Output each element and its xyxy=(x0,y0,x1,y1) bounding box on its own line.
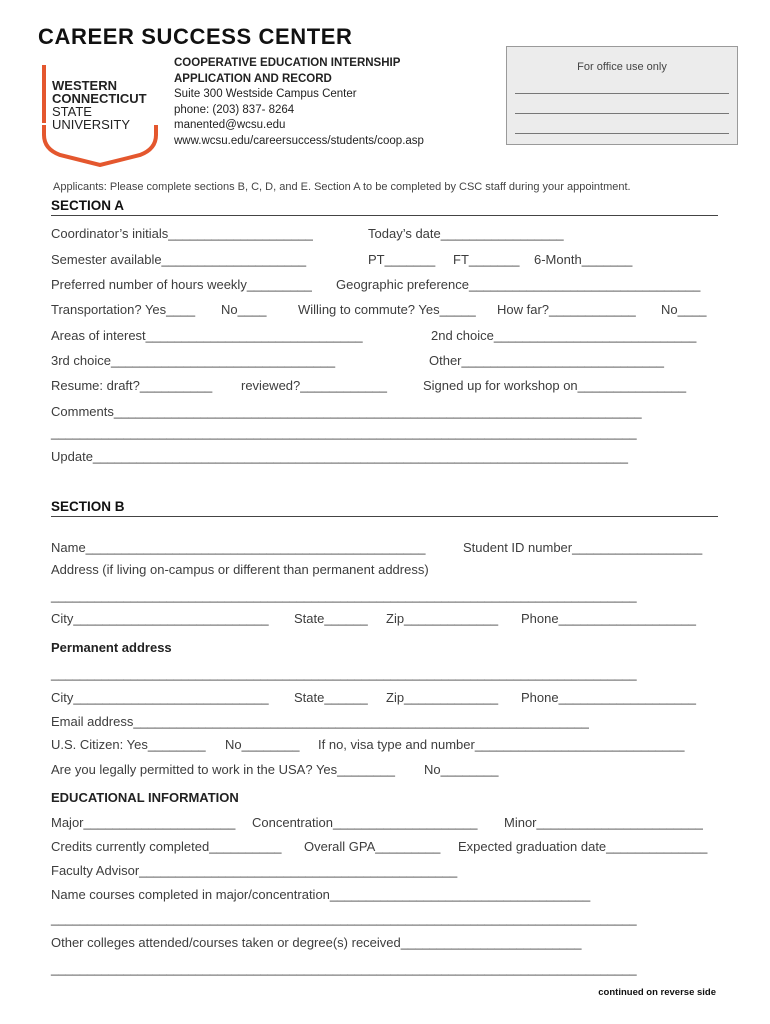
state-field[interactable]: State______ xyxy=(294,611,368,626)
work-permitted-yes-field[interactable]: Are you legally permitted to work in the USA? Yes________ xyxy=(51,762,395,777)
educational-info-heading: EDUCATIONAL INFORMATION xyxy=(51,790,239,805)
permanent-city-field[interactable]: City___________________________ xyxy=(51,690,269,705)
commute-yes-field[interactable]: Willing to commute? Yes_____ xyxy=(298,302,476,317)
page-title: CAREER SUCCESS CENTER xyxy=(38,24,353,49)
comments-line-2[interactable]: _________________________________________________________________________________ xyxy=(51,425,637,440)
concentration-field[interactable]: Concentration____________________ xyxy=(252,815,478,830)
office-line xyxy=(515,93,729,94)
transportation-no-field[interactable]: No____ xyxy=(221,302,267,317)
phone-field[interactable]: Phone___________________ xyxy=(521,611,696,626)
instructions: Applicants: Please complete sections B, C, D, and E. Section A to be completed by CSC staff during your appointment. xyxy=(53,181,631,193)
hours-weekly-field[interactable]: Preferred number of hours weekly_________ xyxy=(51,277,312,292)
how-far-field[interactable]: How far?____________ xyxy=(497,302,636,317)
permanent-zip-field[interactable]: Zip_____________ xyxy=(386,690,499,705)
section-b-heading: SECTION B xyxy=(51,499,125,514)
section-a-heading: SECTION A xyxy=(51,198,125,213)
resume-reviewed-field[interactable]: reviewed?____________ xyxy=(241,378,388,393)
resume-draft-field[interactable]: Resume: draft?__________ xyxy=(51,378,213,393)
update-field[interactable]: Update__________________________________________________________________________ xyxy=(51,449,628,464)
office-line xyxy=(515,133,729,134)
six-month-field[interactable]: 6-Month_______ xyxy=(534,252,633,267)
section-b-rule xyxy=(51,516,718,517)
zip-field[interactable]: Zip_____________ xyxy=(386,611,499,626)
citizen-yes-field[interactable]: U.S. Citizen: Yes________ xyxy=(51,737,206,752)
name-field[interactable]: Name_______________________________________________ xyxy=(51,540,426,555)
permanent-address-heading: Permanent address xyxy=(51,640,172,655)
student-id-field[interactable]: Student ID number__________________ xyxy=(463,540,703,555)
university-logo xyxy=(42,63,158,167)
office-use-box xyxy=(506,46,738,145)
areas-of-interest-field[interactable]: Areas of interest______________________________ xyxy=(51,328,363,343)
section-a-rule xyxy=(51,215,718,216)
logo-line-1: WESTERN xyxy=(52,78,117,93)
program-info xyxy=(174,56,424,149)
courses-field[interactable]: Name courses completed in major/concentration____________________________________ xyxy=(51,887,591,902)
work-permitted-no-field[interactable]: No________ xyxy=(424,762,499,777)
other-colleges-line-2[interactable]: _________________________________________________________________________________ xyxy=(51,961,637,976)
citizen-no-field[interactable]: No________ xyxy=(225,737,300,752)
logo-line-4: UNIVERSITY xyxy=(52,117,131,132)
permanent-state-field[interactable]: State______ xyxy=(294,690,368,705)
office-website[interactable]: www.wcsu.edu/careersuccess/students/coop.asp xyxy=(174,134,424,147)
office-line xyxy=(515,113,729,114)
semester-field[interactable]: Semester available____________________ xyxy=(51,252,307,267)
logo-line-3: STATE xyxy=(52,104,92,119)
other-colleges-field[interactable]: Other colleges attended/courses taken or degree(s) received_________________________ xyxy=(51,935,582,950)
continued-note: continued on reverse side xyxy=(598,987,716,998)
graduation-date-field[interactable]: Expected graduation date______________ xyxy=(458,839,708,854)
major-field[interactable]: Major_____________________ xyxy=(51,815,236,830)
transportation-yes-field[interactable]: Transportation? Yes____ xyxy=(51,302,196,317)
geographic-preference-field[interactable]: Geographic preference________________________________ xyxy=(336,277,701,292)
permanent-phone-field[interactable]: Phone___________________ xyxy=(521,690,696,705)
office-address: Suite 300 Westside Campus Center xyxy=(174,88,357,100)
credits-field[interactable]: Credits currently completed__________ xyxy=(51,839,282,854)
comments-field[interactable]: Comments_________________________________________________________________________ xyxy=(51,404,642,419)
courses-line-2[interactable]: _________________________________________________________________________________ xyxy=(51,911,637,926)
city-field[interactable]: City___________________________ xyxy=(51,611,269,626)
ft-field[interactable]: FT_______ xyxy=(453,252,520,267)
gpa-field[interactable]: Overall GPA_________ xyxy=(304,839,441,854)
office-use-label: For office use only xyxy=(577,61,667,73)
workshop-field[interactable]: Signed up for workshop on_______________ xyxy=(423,378,687,393)
coordinator-initials-field[interactable]: Coordinator’s initials____________________ xyxy=(51,226,313,241)
permanent-address-field[interactable]: _________________________________________________________________________________ xyxy=(51,666,637,681)
todays-date-field[interactable]: Today’s date_________________ xyxy=(368,226,564,241)
address-line-field[interactable]: _________________________________________________________________________________ xyxy=(51,588,637,603)
email-address-field[interactable]: Email address_______________________________________________________________ xyxy=(51,714,589,729)
logo-line-2: CONNECTICUT xyxy=(52,91,147,106)
third-choice-field[interactable]: 3rd choice_______________________________ xyxy=(51,353,336,368)
program-title-2: APPLICATION AND RECORD xyxy=(174,72,332,85)
pt-field[interactable]: PT_______ xyxy=(368,252,436,267)
faculty-advisor-field[interactable]: Faculty Advisor____________________________________________ xyxy=(51,863,458,878)
second-choice-field[interactable]: 2nd choice____________________________ xyxy=(431,328,697,343)
address-label: Address (if living on-campus or different than permanent address) xyxy=(51,562,429,577)
other-field[interactable]: Other____________________________ xyxy=(429,353,664,368)
office-phone: phone: (203) 837- 8264 xyxy=(174,103,295,116)
visa-type-field[interactable]: If no, visa type and number_____________________________ xyxy=(318,737,685,752)
commute-no-field[interactable]: No____ xyxy=(661,302,707,317)
program-title-1: COOPERATIVE EDUCATION INTERNSHIP xyxy=(174,57,401,69)
office-email[interactable]: manented@wcsu.edu xyxy=(174,119,286,131)
minor-field[interactable]: Minor_______________________ xyxy=(504,815,703,830)
